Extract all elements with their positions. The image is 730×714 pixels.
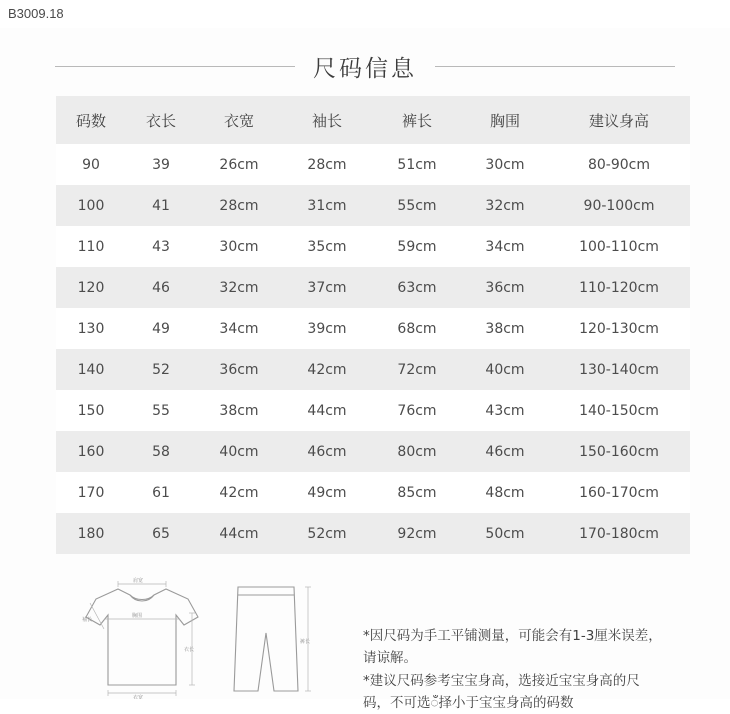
cell-garment-length: 49 [126, 308, 196, 349]
cell-garment-width: 26cm [196, 144, 282, 185]
cell-garment-width: 32cm [196, 267, 282, 308]
label-pants-length: 裤长 [300, 639, 311, 645]
label-shoulder: 肩宽 [133, 578, 144, 584]
cell-garment-length: 39 [126, 144, 196, 185]
cell-pants-length: 80cm [372, 431, 462, 472]
cell-recommended-height: 160-170cm [548, 472, 690, 513]
cell-pants-length: 76cm [372, 390, 462, 431]
cell-size: 160 [56, 431, 126, 472]
cell-pants-length: 85cm [372, 472, 462, 513]
size-table [56, 96, 690, 554]
cell-recommended-height: 150-160cm [548, 431, 690, 472]
table-row [56, 431, 690, 472]
table-header-row [56, 96, 690, 144]
size-info-page [0, 28, 730, 711]
column-header-pants-length: 裤长 [372, 96, 462, 144]
cell-garment-length: 65 [126, 513, 196, 554]
column-header-size: 码数 [56, 96, 126, 144]
garment-illustration [78, 573, 348, 699]
cell-sleeve-length: 52cm [282, 513, 372, 554]
cell-recommended-height: 90-100cm [548, 185, 690, 226]
column-header-garment-length: 衣长 [126, 96, 196, 144]
cell-chest: 32cm [462, 185, 548, 226]
note-measure-tolerance: *因尺码为手工平铺测量，可能会有1-3厘米误差，请谅解。 [363, 628, 662, 667]
cell-chest: 40cm [462, 349, 548, 390]
title-rule-right [435, 66, 675, 67]
cell-size: 120 [56, 267, 126, 308]
cell-recommended-height: 120-130cm [548, 308, 690, 349]
cell-chest: 48cm [462, 472, 548, 513]
cell-garment-width: 44cm [196, 513, 282, 554]
cell-garment-width: 36cm [196, 349, 282, 390]
cell-pants-length: 68cm [372, 308, 462, 349]
table-row [56, 308, 690, 349]
product-code: B3009.18 [8, 6, 64, 21]
column-header-sleeve-length: 袖长 [282, 96, 372, 144]
cell-size: 90 [56, 144, 126, 185]
table-row [56, 349, 690, 390]
cell-recommended-height: 80-90cm [548, 144, 690, 185]
notes-block [363, 625, 663, 714]
pants-outline [234, 587, 298, 691]
cell-recommended-height: 130-140cm [548, 349, 690, 390]
page-title: 尺码信息 [313, 55, 417, 82]
cell-chest: 30cm [462, 144, 548, 185]
cell-chest: 36cm [462, 267, 548, 308]
cell-chest: 46cm [462, 431, 548, 472]
size-table-body [56, 144, 690, 554]
title-row [0, 46, 730, 86]
cell-garment-length: 58 [126, 431, 196, 472]
cell-garment-width: 40cm [196, 431, 282, 472]
cell-size: 110 [56, 226, 126, 267]
cell-sleeve-length: 31cm [282, 185, 372, 226]
cell-pants-length: 63cm [372, 267, 462, 308]
cell-pants-length: 92cm [372, 513, 462, 554]
table-row [56, 472, 690, 513]
cell-pants-length: 51cm [372, 144, 462, 185]
cell-garment-length: 61 [126, 472, 196, 513]
cell-pants-length: 72cm [372, 349, 462, 390]
cell-garment-length: 43 [126, 226, 196, 267]
note-size-selection: *建议尺码参考宝宝身高，选接近宝宝身高的尺码，不可选ँ择小于宝宝身高的码数 [363, 672, 640, 711]
cell-garment-width: 42cm [196, 472, 282, 513]
cell-size: 140 [56, 349, 126, 390]
cell-sleeve-length: 44cm [282, 390, 372, 431]
bottom-section [0, 573, 730, 711]
column-header-recommended-height: 建议身高 [548, 96, 690, 144]
cell-sleeve-length: 46cm [282, 431, 372, 472]
title-rule-left [55, 66, 295, 67]
cell-garment-length: 55 [126, 390, 196, 431]
table-row [56, 144, 690, 185]
garment-diagram-svg [78, 573, 348, 699]
cell-sleeve-length: 42cm [282, 349, 372, 390]
label-width: 衣宽 [133, 695, 144, 699]
size-table-head [56, 96, 690, 144]
cell-sleeve-length: 35cm [282, 226, 372, 267]
label-chest: 胸围 [132, 613, 143, 619]
cell-garment-length: 46 [126, 267, 196, 308]
cell-sleeve-length: 39cm [282, 308, 372, 349]
cell-pants-length: 59cm [372, 226, 462, 267]
table-row [56, 267, 690, 308]
cell-garment-width: 34cm [196, 308, 282, 349]
cell-sleeve-length: 49cm [282, 472, 372, 513]
label-length: 衣长 [184, 647, 195, 653]
table-row [56, 185, 690, 226]
cell-size: 130 [56, 308, 126, 349]
cell-sleeve-length: 37cm [282, 267, 372, 308]
cell-size: 180 [56, 513, 126, 554]
cell-garment-length: 41 [126, 185, 196, 226]
cell-pants-length: 55cm [372, 185, 462, 226]
cell-size: 170 [56, 472, 126, 513]
cell-garment-width: 38cm [196, 390, 282, 431]
shirt-measure-lines [90, 581, 195, 696]
table-row [56, 390, 690, 431]
cell-sleeve-length: 28cm [282, 144, 372, 185]
cell-size: 150 [56, 390, 126, 431]
cell-recommended-height: 100-110cm [548, 226, 690, 267]
cell-chest: 43cm [462, 390, 548, 431]
table-row [56, 513, 690, 554]
column-header-chest: 胸围 [462, 96, 548, 144]
shirt-outline [86, 589, 198, 685]
column-header-garment-width: 衣宽 [196, 96, 282, 144]
cell-recommended-height: 170-180cm [548, 513, 690, 554]
cell-chest: 34cm [462, 226, 548, 267]
table-row [56, 226, 690, 267]
cell-recommended-height: 140-150cm [548, 390, 690, 431]
cell-chest: 50cm [462, 513, 548, 554]
cell-size: 100 [56, 185, 126, 226]
label-sleeve: 袖长 [82, 617, 93, 623]
cell-garment-width: 28cm [196, 185, 282, 226]
cell-chest: 38cm [462, 308, 548, 349]
cell-garment-width: 30cm [196, 226, 282, 267]
cell-garment-length: 52 [126, 349, 196, 390]
cell-recommended-height: 110-120cm [548, 267, 690, 308]
